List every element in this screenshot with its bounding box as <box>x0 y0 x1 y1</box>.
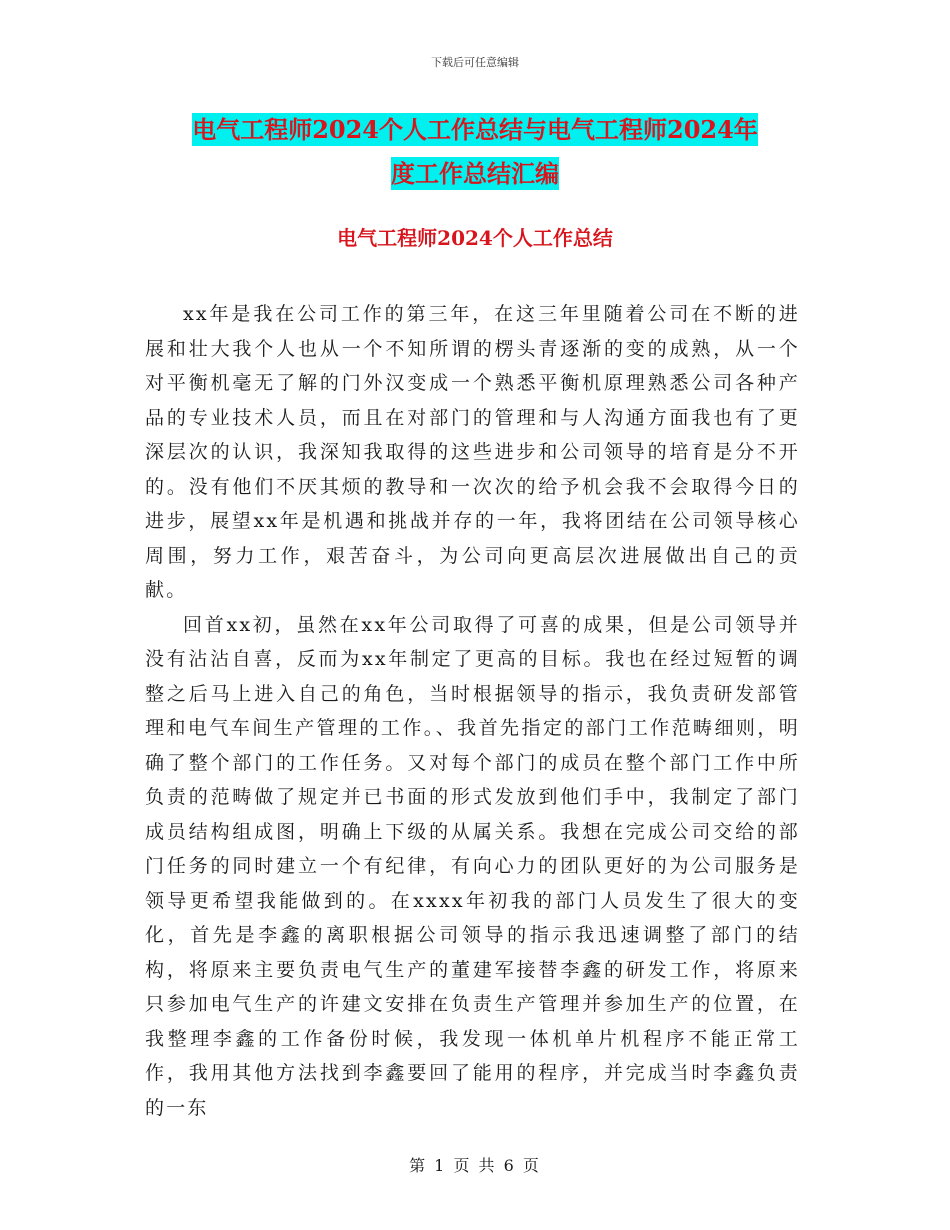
section-title: 电气工程师2024个人工作总结 <box>337 226 613 250</box>
document-title <box>150 108 800 196</box>
document-title-line2: 度工作总结汇编 <box>391 159 559 188</box>
document-title-line1: 电气工程师2024个人工作总结与电气工程师2024年 <box>192 115 758 144</box>
paragraph-2: 回首xx初，虽然在xx年公司取得了可喜的成果，但是公司领导并没有沾沾自喜，反而为xx年制定了更高的目标。我也在经过短暂的调整之后马上进入自己的角色，当时根据领导的指示，我负责研发部管理和电气车间生产管理的工作。、我首先指定的部门工作范畴细则，明确了整个部门的工作任务。又对每个部门的成员在整个部门工作中所负责的范畴做了规定并已书面的形式发放到他们手中，我制定了部门成员结构组成图，明确上下级的从属关系。我想在完成公司交给的部门任务的同时建立一个有纪律，有向心力的团队更好的为公司服务是领导更希望我能做到的。在xxxx年初我的部门人员发生了很大的变化，首先是李鑫的离职根据公司领导的指示我迅速调整了部门的结构，将原来主要负责电气生产的董建军接替李鑫的研发工作，将原来只参加电气生产的许建文安排在负责生产管理并参加生产的位置，在我整理李鑫的工作备份时候，我发现一体机单片机程序不能正常工作，我用其他方法找到李鑫要回了能用的程序，并完成当时李鑫负责的一东 <box>145 613 800 1119</box>
paragraph-1: xx年是我在公司工作的第三年，在这三年里随着公司在不断的进展和壮大我个人也从一个不知所谓的楞头青逐渐的变的成熟，从一个对平衡机毫无了解的门外汉变成一个熟悉平衡机原理熟悉公司各种产品的专业技术人员，而且在对部门的管理和与人沟通方面我也有了更深层次的认识，我深知我取得的这些进步和公司领导的培育是分不开的。没有他们不厌其烦的教导和一次次的给予机会我不会取得今日的进步，展望xx年是机遇和挑战并存的一年，我将团结在公司领导核心周围，努力工作，艰苦奋斗，为公司向更高层次进展做出自己的贡献。 <box>145 303 800 601</box>
page-footer: 第 1 页 共 6 页 <box>409 1156 541 1175</box>
body-text <box>145 297 800 1125</box>
header-note: 下载后可任意编辑 <box>431 56 519 69</box>
